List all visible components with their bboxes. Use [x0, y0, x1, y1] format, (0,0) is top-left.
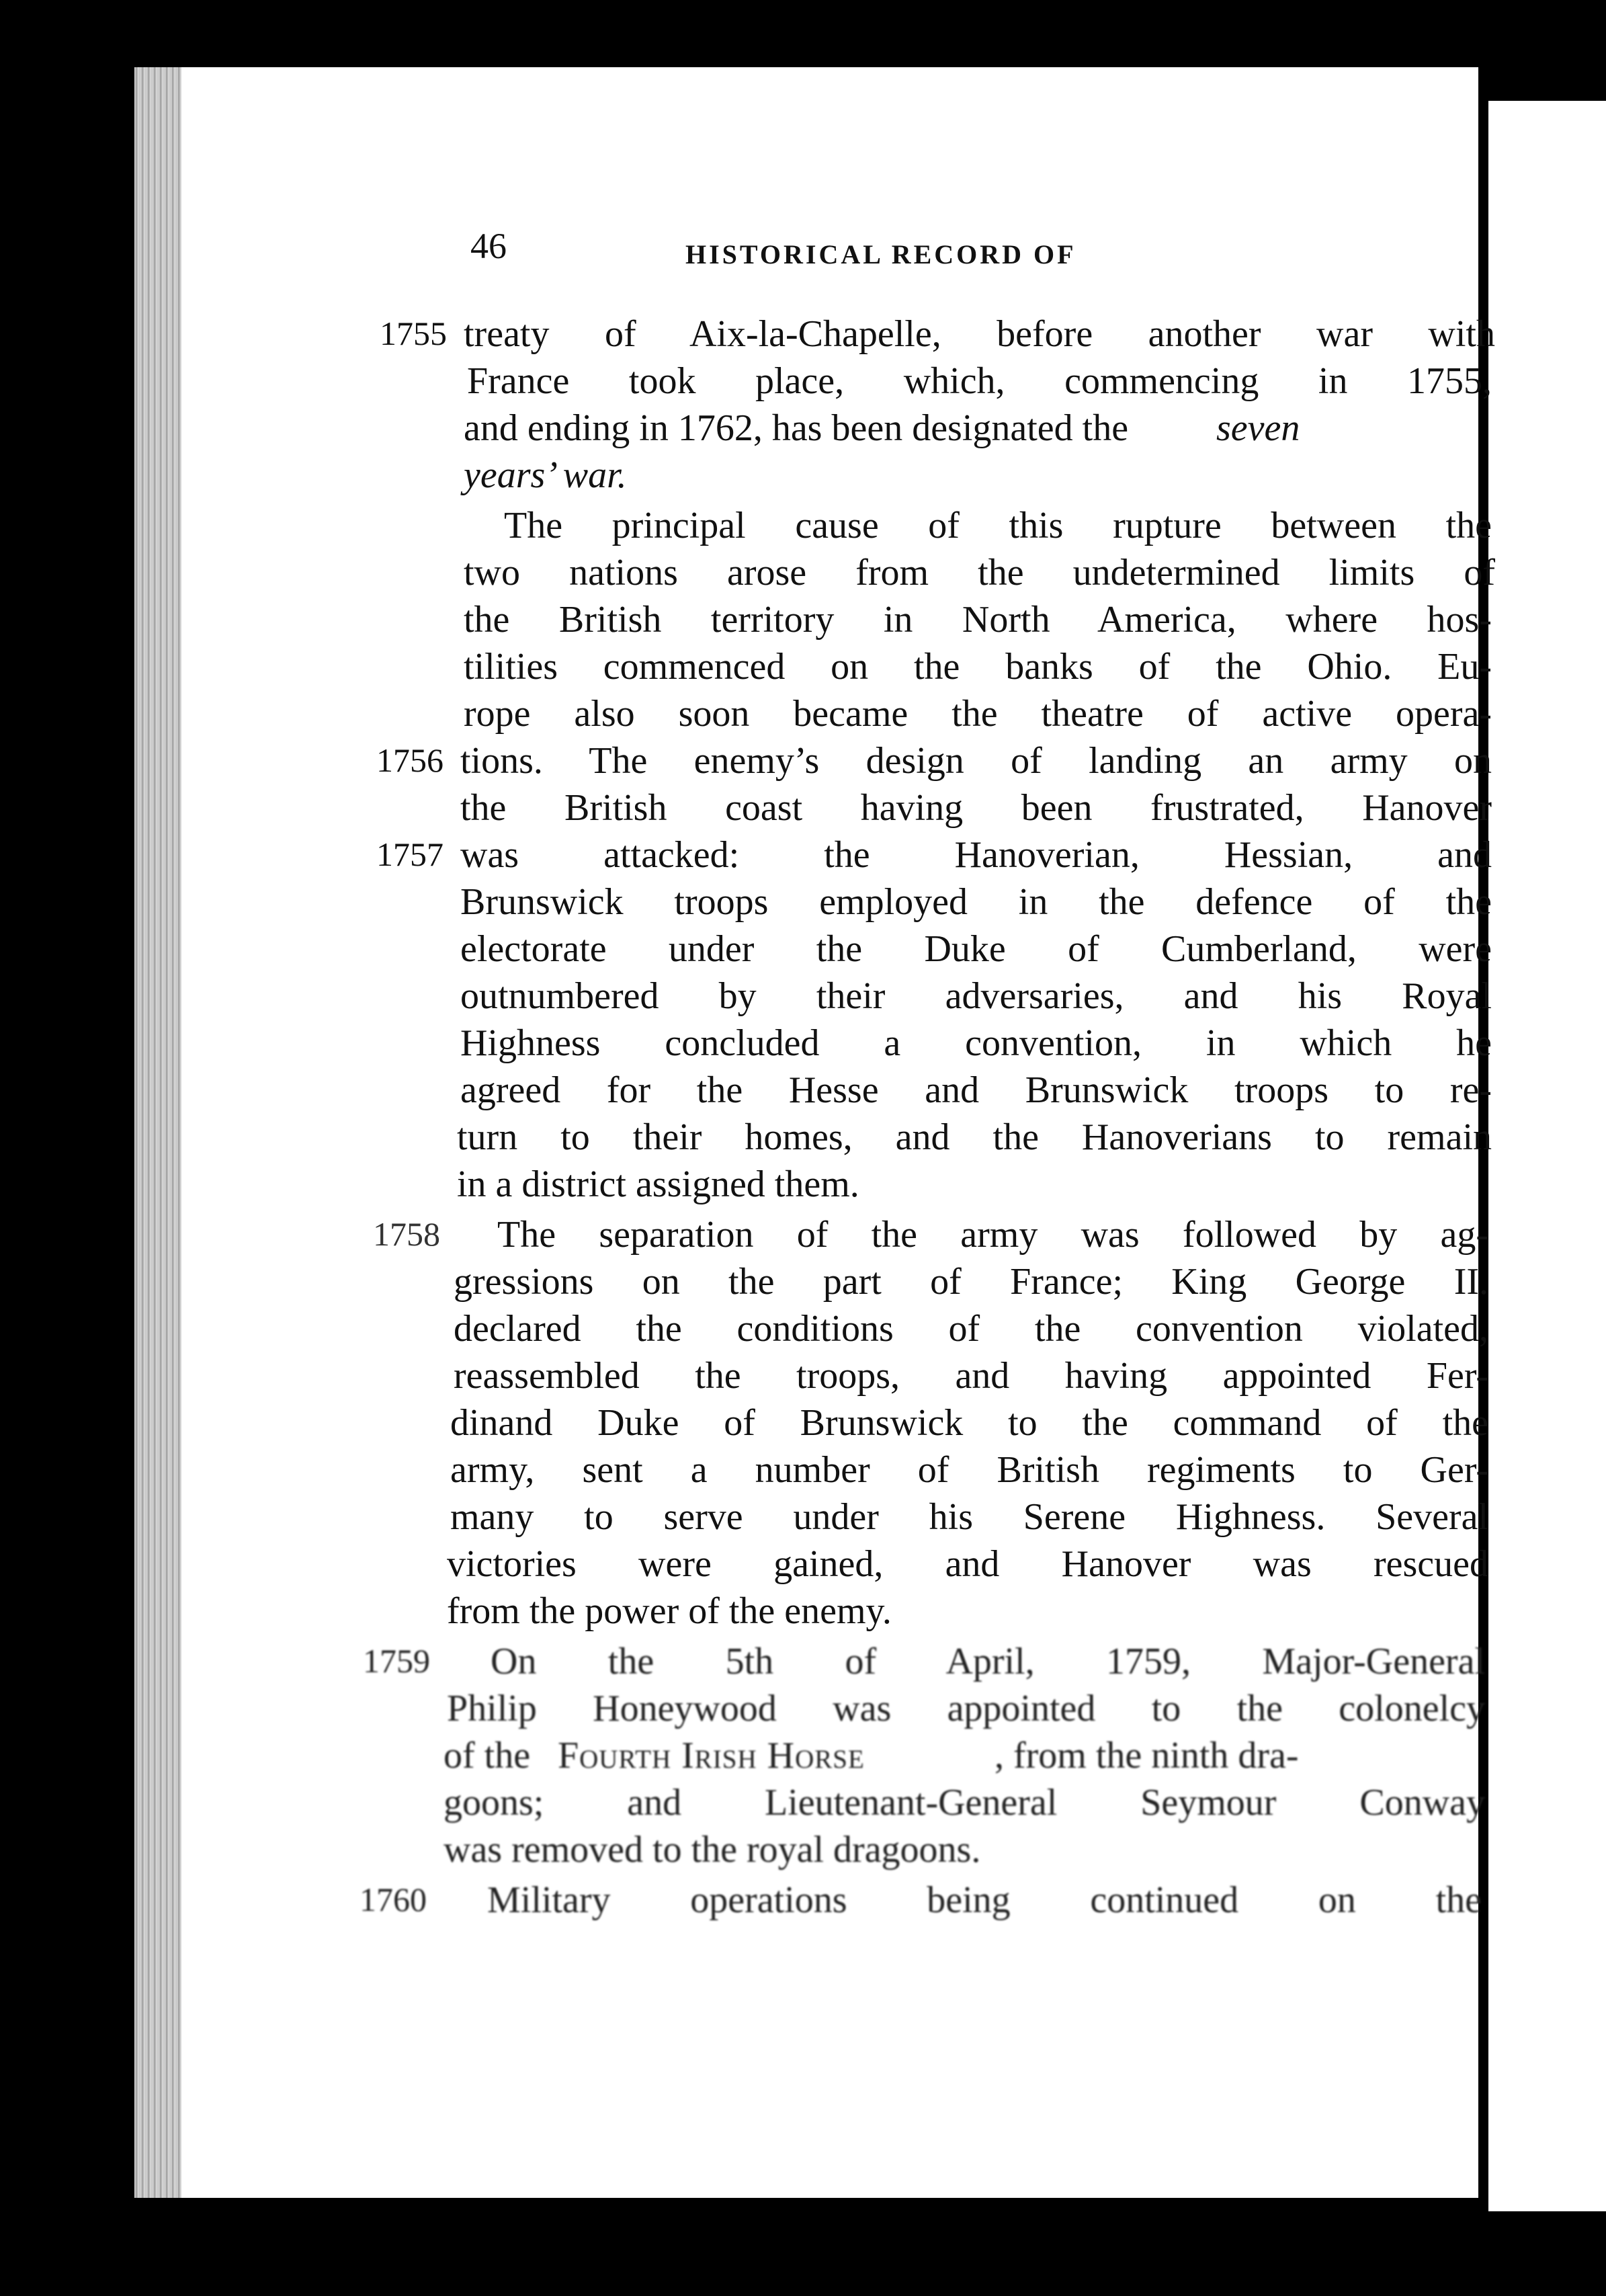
text-line-content: The separation of the army was followed by ag-: [497, 1214, 1488, 1256]
text-line-content: and ending in 1762, has been designated the: [464, 407, 1129, 449]
text-line: [181, 1640, 1485, 1687]
text-line: [181, 1022, 1492, 1069]
text-line: [181, 1307, 1488, 1354]
text-line-content: Highness concluded a convention, in which he: [460, 1022, 1492, 1064]
text-line-content: Philip Honeywood was appointed to the colonelcy: [447, 1688, 1485, 1729]
margin-year: 1755: [380, 315, 447, 352]
text-line-content: was removed to the royal dragoons.: [443, 1829, 981, 1871]
italic-phrase: seven: [1216, 407, 1300, 449]
text-line-content: turn to their homes, and the Hanoverians to remain: [457, 1116, 1492, 1158]
margin-year: 1757: [376, 835, 443, 873]
text-line: [181, 1448, 1488, 1495]
text-line: [181, 645, 1492, 692]
page-number: 46: [470, 226, 507, 266]
text-line-content: France took place, which, commencing in 1755,: [467, 360, 1492, 402]
text-line-content: army, sent a number of British regiments to Ger-: [450, 1449, 1488, 1491]
text-line-content: , from the ninth dra-: [995, 1735, 1299, 1776]
text-line: [181, 928, 1492, 975]
text-line: [181, 407, 1478, 454]
text-line-content: dinand Duke of Brunswick to the command of the: [450, 1402, 1488, 1444]
text-line: [181, 880, 1492, 928]
text-line: [181, 1116, 1492, 1163]
text-line: [181, 1213, 1488, 1260]
book-page: [181, 67, 1495, 2198]
text-line: [181, 1590, 1478, 1637]
text-line: [181, 1687, 1485, 1734]
text-line-content: the British coast having been frustrated, Hanover: [460, 787, 1492, 829]
text-line: [181, 1401, 1488, 1448]
facing-page-edge: [1488, 101, 1606, 2211]
text-line: [181, 1879, 1482, 1926]
margin-year: 1758: [373, 1215, 440, 1253]
text-line-content: reassembled the troops, and having appointed Fer-: [454, 1355, 1488, 1397]
text-line-content: victories were gained, and Hanover was rescued: [447, 1543, 1488, 1585]
text-line-content: of the: [443, 1735, 531, 1776]
text-line-content: treaty of Aix-la-Chapelle, before another war with: [464, 313, 1495, 355]
text-line-content: rope also soon became the theatre of active opera-: [464, 693, 1492, 735]
text-line: [181, 551, 1495, 598]
italic-phrase: years’ war.: [464, 454, 627, 496]
text-line: [181, 454, 1478, 501]
text-line-content: tions. The enemy’s design of landing an army on: [460, 740, 1492, 782]
text-line-content: goons; and Lieutenant-General Seymour Conway: [443, 1782, 1485, 1823]
text-line: [181, 598, 1492, 645]
book-page-edge: [134, 67, 181, 2198]
text-line: [181, 786, 1492, 833]
margin-year: 1759: [363, 1642, 430, 1680]
text-line-content: Military operations being continued on the: [487, 1879, 1482, 1921]
margin-year: 1756: [376, 741, 443, 779]
text-line: [181, 1828, 1478, 1875]
text-line: [181, 692, 1492, 739]
text-line: [181, 313, 1495, 360]
text-line: [181, 1069, 1492, 1116]
text-line: [181, 1163, 1478, 1210]
text-line: [181, 975, 1492, 1022]
text-line-content: the British territory in North America, where hos-: [464, 599, 1492, 641]
text-line-content: On the 5th of April, 1759, Major-General: [491, 1641, 1485, 1682]
regiment-name: Fourth Irish Horse: [558, 1735, 865, 1776]
text-line: [181, 504, 1492, 551]
text-line-content: many to serve under his Serene Highness. Several: [450, 1496, 1488, 1538]
text-line-content: agreed for the Hesse and Brunswick troops to re-: [460, 1069, 1492, 1111]
text-line-content: gressions on the part of France; King George II.: [454, 1261, 1488, 1303]
margin-year: 1760: [360, 1881, 427, 1918]
text-line: [181, 739, 1492, 786]
text-line-content: tilities commenced on the banks of the Ohio. Eu-: [464, 646, 1492, 688]
text-line-content: from the power of the enemy.: [447, 1590, 892, 1632]
text-line: [181, 1260, 1488, 1307]
running-title: HISTORICAL RECORD OF: [685, 239, 1076, 270]
text-line-content: in a district assigned them.: [457, 1163, 859, 1205]
text-line-content: declared the conditions of the convention violated,: [454, 1308, 1488, 1350]
text-line-content: electorate under the Duke of Cumberland, were: [460, 928, 1492, 970]
text-line: [181, 1734, 1478, 1781]
text-line-content: two nations arose from the undetermined limits of: [464, 552, 1495, 593]
text-line: [181, 360, 1492, 407]
text-line: [181, 1543, 1488, 1590]
text-line-content: The principal cause of this rupture between the: [504, 505, 1492, 546]
text-line: [181, 1354, 1488, 1401]
text-line-content: was attacked: the Hanoverian, Hessian, and: [460, 834, 1492, 876]
text-line: [181, 833, 1492, 880]
text-line: [181, 1781, 1485, 1828]
running-head: [181, 225, 1478, 279]
text-line-content: Brunswick troops employed in the defence of the: [460, 881, 1492, 923]
text-line-content: outnumbered by their adversaries, and his Royal: [460, 975, 1492, 1017]
text-line: [181, 1495, 1488, 1543]
